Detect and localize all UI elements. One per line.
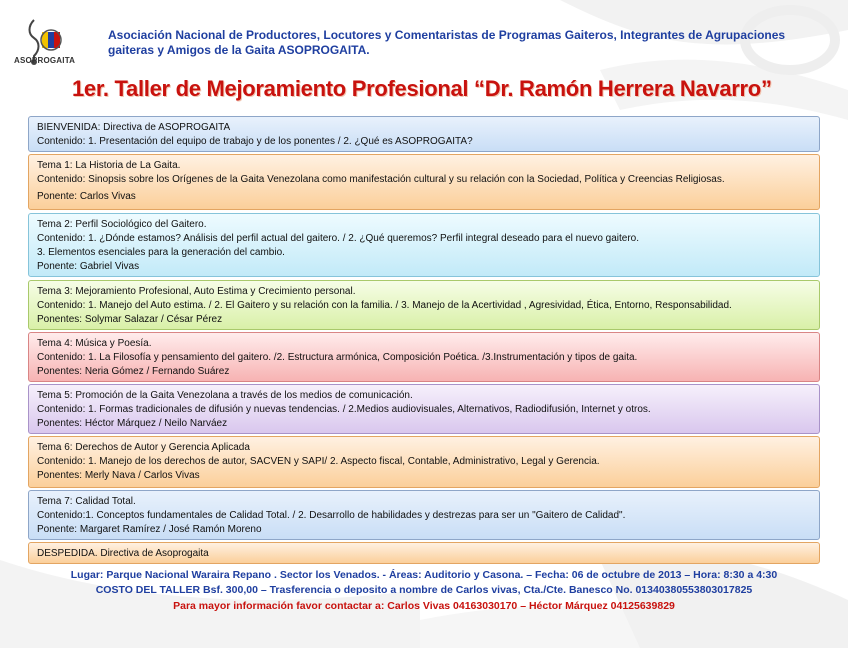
section-content: Contenido: 1. Manejo de los derechos de autor, SACVEN y SAPI/ 2. Aspecto fiscal, Contable, Administrativo, Legal y Gerencia. <box>37 456 600 467</box>
section-tema-4 <box>28 332 820 382</box>
page-title: 1er. Taller de Mejoramiento Profesional “Dr. Ramón Herrera Navarro” <box>72 76 772 101</box>
section-content: Contenido: 1. Formas tradicionales de difusión y nuevas tendencias. / 2.Medios audiovisuales, Alternativos, Radiodifusión, Internet y otros. <box>37 404 651 415</box>
section-heading: Tema 2: Perfil Sociológico del Gaitero. <box>37 219 207 230</box>
section-heading: Tema 1: La Historia de La Gaita. <box>37 160 181 171</box>
section-heading: DESPEDIDA. Directiva de Asoprogaita <box>37 548 209 559</box>
logo-text: ASOPROGAITA <box>14 56 76 65</box>
section-speaker: Ponentes: Merly Nava / Carlos Vivas <box>37 470 200 481</box>
section-speaker: Ponentes: Héctor Márquez / Neilo Narváez <box>37 418 228 429</box>
section-heading: Tema 5: Promoción de la Gaita Venezolana a través de los medios de comunicación. <box>37 390 413 401</box>
section-content-2: 3. Elementos esenciales para la generación del cambio. <box>37 247 285 258</box>
section-heading: BIENVENIDA: Directiva de ASOPROGAITA <box>37 122 231 133</box>
footer-location: Lugar: Parque Nacional Waraira Repano . Sector los Venados. - Áreas: Auditorio y Casona. – Fecha: 06 de octubre de 2013 – Hora: 8:30 a 4:30 <box>70 569 778 581</box>
section-speaker: Ponente: Carlos Vivas <box>37 191 136 202</box>
section-bienvenida <box>28 116 820 152</box>
section-heading: Tema 4: Música y Poesía. <box>37 338 152 349</box>
section-content: Contenido: 1. ¿Dónde estamos? Análisis del perfil actual del gaitero. / 2. ¿Qué queremos? Perfil integral deseado para el nuevo gaitero. <box>37 233 640 244</box>
section-heading: Tema 7: Calidad Total. <box>37 496 136 507</box>
section-tema-2 <box>28 213 820 277</box>
section-tema-6 <box>28 436 820 488</box>
org-line-1: Asociación Nacional de Productores, Locutores y Comentaristas de Programas Gaiteros, Integrantes de Agrupaciones <box>108 28 786 42</box>
section-content: Contenido:1. Conceptos fundamentales de Calidad Total. / 2. Desarrollo de habilidades y destrezas para ser un "Gaitero de Calidad". <box>37 510 626 521</box>
section-heading: Tema 3: Mejoramiento Profesional, Auto Estima y Crecimiento personal. <box>37 286 356 297</box>
section-heading: Tema 6: Derechos de Autor y Gerencia Aplicada <box>37 442 250 453</box>
org-line-2: gaiteras y Amigos de la Gaita ASOPROGAITA. <box>108 43 370 57</box>
section-despedida <box>28 542 820 564</box>
section-speaker: Ponentes: Solymar Salazar / César Pérez <box>37 314 223 325</box>
section-content: Contenido: 1. La Filosofía y pensamiento del gaitero. /2. Estructura armónica, Composición Poética. /3.Instrumentación y tipos de gaita. <box>37 352 638 363</box>
section-content: Contenido: 1. Manejo del Auto estima. / 2. El Gaitero y su relación con la familia. / 3. Manejo de la Acertividad , Agresividad, Ética, Entorno, Responsabilidad. <box>37 300 732 311</box>
section-tema-3 <box>28 280 820 330</box>
section-content: Contenido: 1. Presentación del equipo de trabajo y de los ponentes / 2. ¿Qué es ASOPROGAITA? <box>37 136 473 147</box>
section-tema-7 <box>28 490 820 540</box>
organization-name <box>108 28 808 58</box>
section-content: Contenido: Sinopsis sobre los Orígenes de la Gaita Venezolana como manifestación cultural y su relación con la Sociedad, Política y Creencias Religiosas. <box>37 174 725 185</box>
section-tema-5 <box>28 384 820 434</box>
section-speaker: Ponente: Margaret Ramírez / José Ramón Moreno <box>37 524 262 535</box>
footer-cost: COSTO DEL TALLER Bsf. 300,00 – Trasferencia o deposito a nombre de Carlos vivas, Cta./Cte. Banesco No. 01340380553803017825 <box>95 584 753 596</box>
footer-contact: Para mayor información favor contactar a: Carlos Vivas 04163030170 – Héctor Márquez 04125639829 <box>173 600 675 612</box>
section-tema-1 <box>28 154 820 210</box>
section-speaker: Ponente: Gabriel Vivas <box>37 261 140 272</box>
section-speaker: Ponentes: Neria Gómez / Fernando Suárez <box>37 366 230 377</box>
